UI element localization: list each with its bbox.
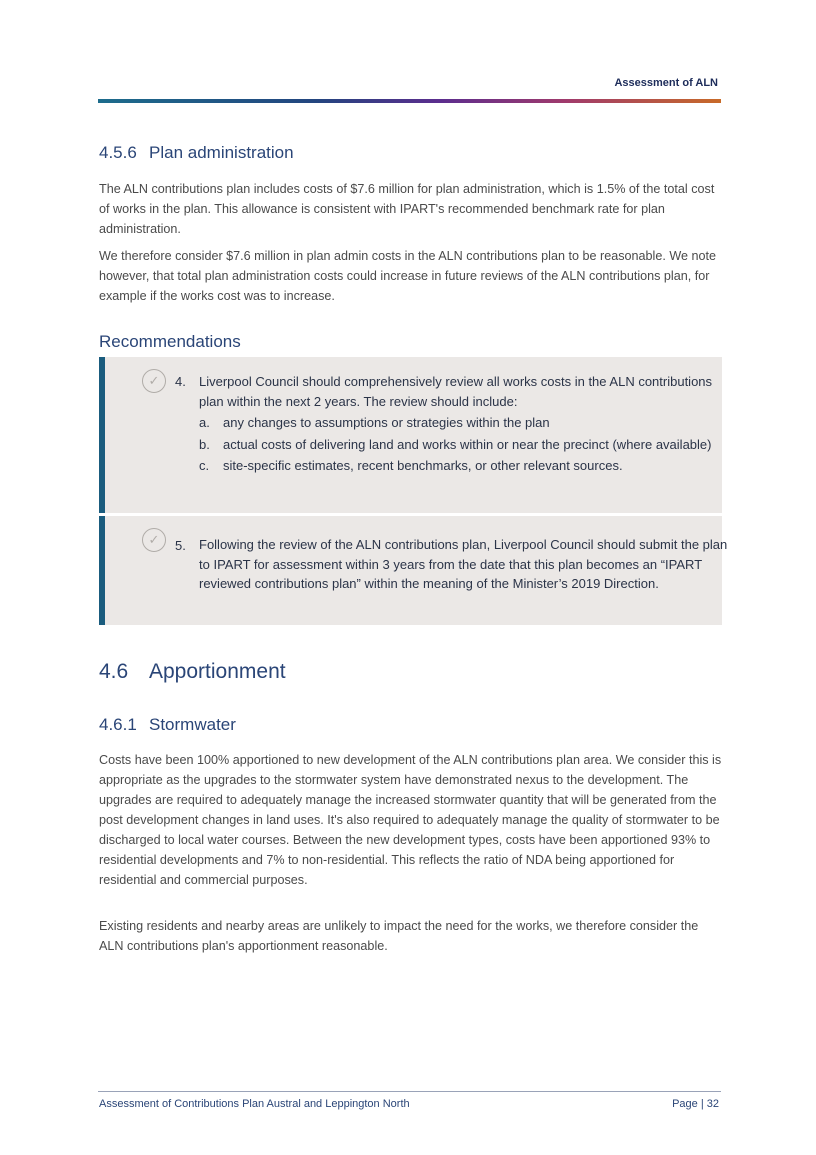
paragraph: Costs have been 100% apportioned to new development of the ALN contributions plan area. We consider this is appropriate as the upgrades to the stormwater system have demonstrated nexus to the development. The upgrades are required to adequately manage the increased stormwater quantity that will be generated from the post development changes in land uses. It's also required to adequately manage the quality of stormwater to be discharged to local water courses. Between the new development types, costs have been apportioned 93% to residential developments and 7% to non-residential. This reflects the ratio of NDA being apportioned for residential and commercial purposes. <box>99 753 722 887</box>
section-heading-4-6 <box>99 660 286 684</box>
recommendation-subitem <box>199 435 729 455</box>
recommendation-box <box>99 516 728 625</box>
footer-rule <box>98 1091 721 1092</box>
header-gradient-rule <box>98 99 721 103</box>
section-title: Stormwater <box>149 715 236 734</box>
subitem-letter: b. <box>199 436 210 452</box>
recommendation-intro: Liverpool Council should comprehensively review all works costs in the ALN contributions plan within the next 2 years. The review should include: <box>199 374 713 409</box>
section-heading-4-6-1 <box>99 715 236 735</box>
recommendation-box <box>99 357 722 513</box>
section-number: 4.6.1 <box>99 715 137 734</box>
recommendation-number: 4. <box>175 374 186 389</box>
running-header-title: Assessment of ALN <box>614 77 718 89</box>
subitem-text: site-specific estimates, recent benchmarks, or other relevant sources. <box>223 458 623 473</box>
paragraph: We therefore consider $7.6 million in plan admin costs in the ALN contributions plan to be reasonable. We note however, that total plan administration costs could increase in future reviews of the ALN contributions plan, for example if the works cost was to increase. <box>99 249 716 303</box>
section-title: Apportionment <box>149 660 286 683</box>
section-number: 4.6 <box>99 660 129 683</box>
check-circle-icon: ✓ <box>142 528 166 552</box>
recommendations-heading: Recommendations <box>99 332 241 351</box>
section-number: 4.5.6 <box>99 143 137 162</box>
footer-document-title: Assessment of Contributions Plan Austral and Leppington North <box>99 1098 410 1110</box>
subitem-letter: c. <box>199 458 210 473</box>
recommendation-text <box>199 372 729 476</box>
recommendation-text: Following the review of the ALN contributions plan, Liverpool Council should submit the plan to IPART for assessment within 3 years from the date that this plan becomes an “IPART reviewed contributions plan” within the meaning of the Minister’s 2019 Direction. <box>199 537 728 591</box>
section-heading-4-5-6 <box>99 143 294 163</box>
recommendation-subitem <box>199 456 729 476</box>
paragraph: Existing residents and nearby areas are unlikely to impact the need for the works, we therefore consider the ALN contributions plan's apportionment reasonable. <box>99 919 699 953</box>
page-number: Page | 32 <box>672 1098 719 1110</box>
paragraph: The ALN contributions plan includes costs of $7.6 million for plan administration, which is 1.5% of the total cost of works in the plan. This allowance is consistent with IPART's recommended benchmark rate for plan administration. <box>99 182 715 236</box>
check-circle-icon: ✓ <box>142 369 166 393</box>
recommendation-number: 5. <box>175 538 186 553</box>
recommendation-subitem <box>199 413 729 433</box>
subitem-text: any changes to assumptions or strategies within the plan <box>223 415 550 430</box>
subitem-letter: a. <box>199 415 210 430</box>
subitem-text: actual costs of delivering land and works within or near the precinct (where available) <box>223 436 712 452</box>
section-title: Plan administration <box>149 143 294 162</box>
